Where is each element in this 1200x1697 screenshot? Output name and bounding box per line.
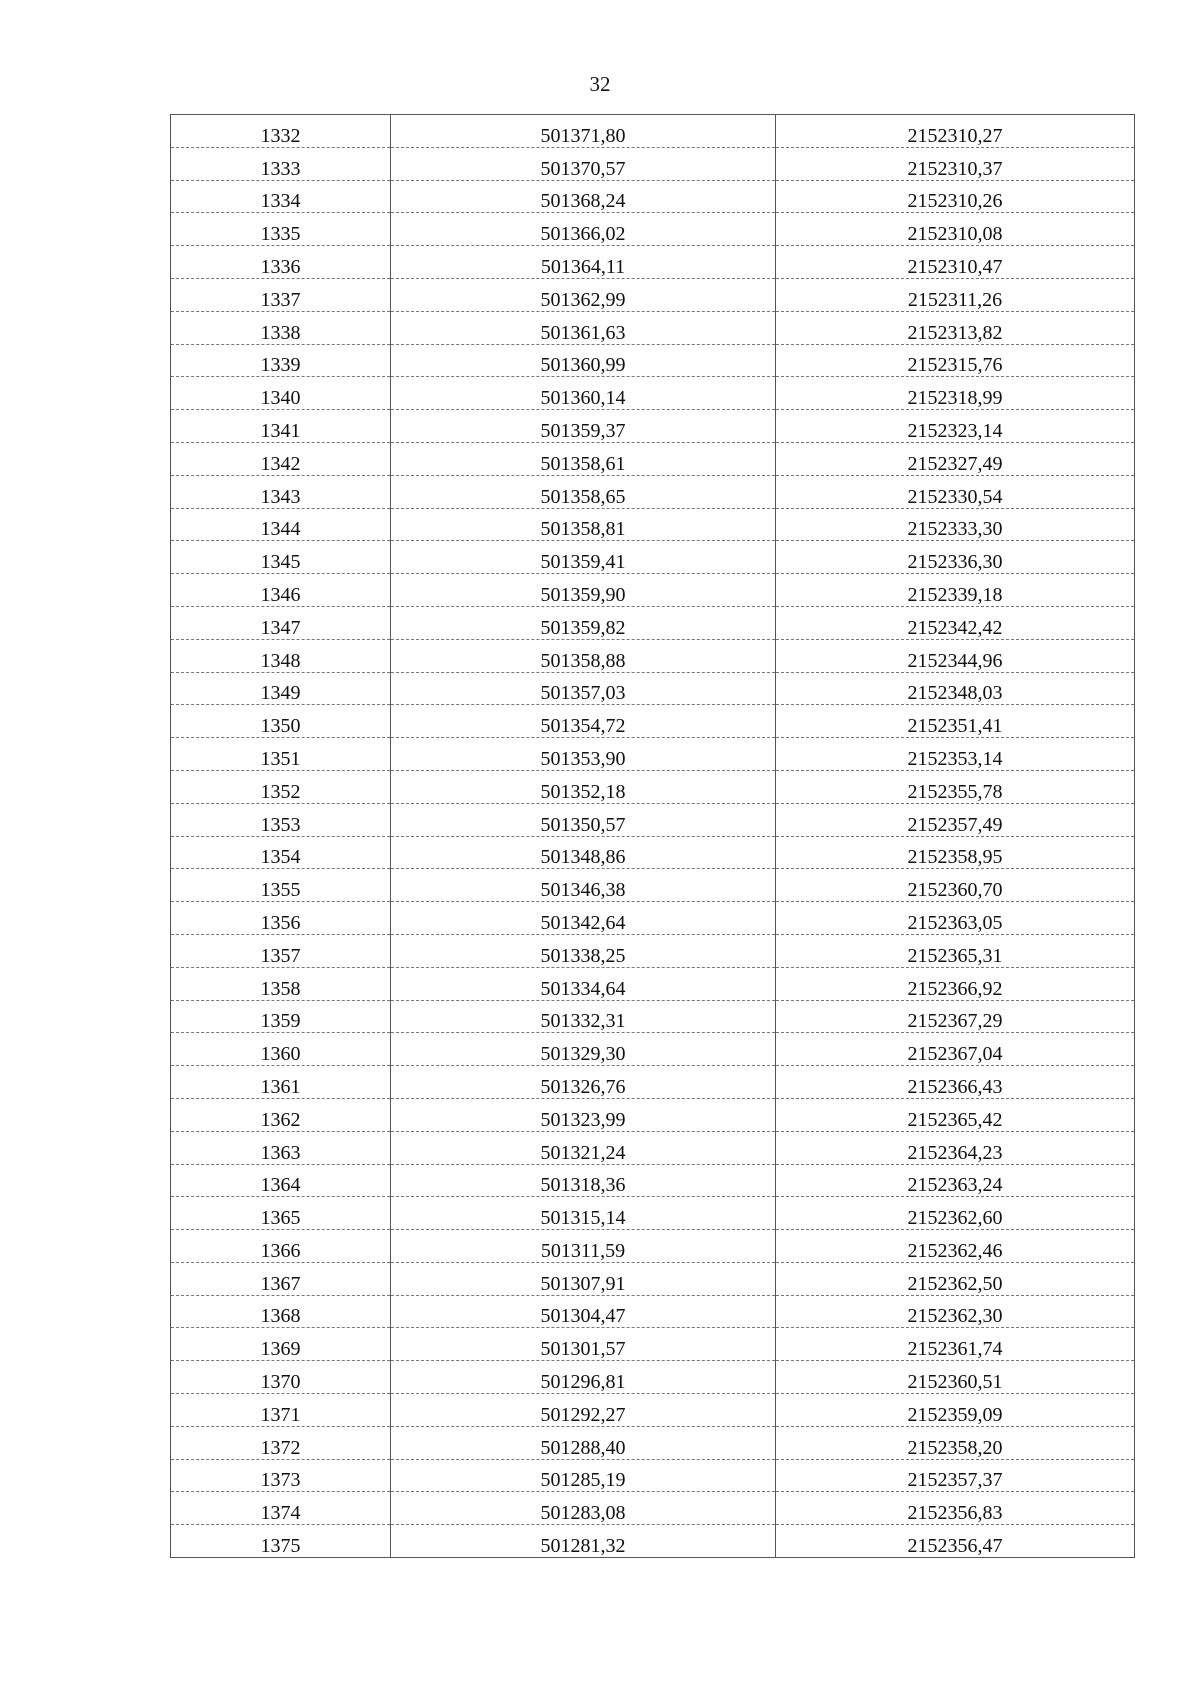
y-coordinate-cell: 2152355,78 (776, 770, 1135, 803)
table-row (171, 1295, 1135, 1328)
point-number-cell: 1355 (171, 869, 391, 902)
x-coordinate-cell: 501350,57 (391, 803, 776, 836)
table-row (171, 1131, 1135, 1164)
y-coordinate-cell: 2152360,70 (776, 869, 1135, 902)
y-coordinate-cell: 2152358,95 (776, 836, 1135, 869)
table-row (171, 639, 1135, 672)
point-number-cell: 1364 (171, 1164, 391, 1197)
y-coordinate-cell: 2152362,46 (776, 1230, 1135, 1263)
x-coordinate-cell: 501315,14 (391, 1197, 776, 1230)
y-coordinate-cell: 2152310,26 (776, 180, 1135, 213)
table-row (171, 606, 1135, 639)
y-coordinate-cell: 2152313,82 (776, 311, 1135, 344)
x-coordinate-cell: 501323,99 (391, 1098, 776, 1131)
x-coordinate-cell: 501361,63 (391, 311, 776, 344)
point-number-cell: 1347 (171, 606, 391, 639)
point-number-cell: 1369 (171, 1328, 391, 1361)
table-row (171, 1394, 1135, 1427)
point-number-cell: 1334 (171, 180, 391, 213)
table-row (171, 475, 1135, 508)
point-number-cell: 1356 (171, 902, 391, 935)
x-coordinate-cell: 501364,11 (391, 246, 776, 279)
table-row (171, 1459, 1135, 1492)
table-row (171, 836, 1135, 869)
x-coordinate-cell: 501283,08 (391, 1492, 776, 1525)
y-coordinate-cell: 2152360,51 (776, 1361, 1135, 1394)
x-coordinate-cell: 501304,47 (391, 1295, 776, 1328)
point-number-cell: 1368 (171, 1295, 391, 1328)
table-row (171, 213, 1135, 246)
x-coordinate-cell: 501321,24 (391, 1131, 776, 1164)
table-row (171, 1066, 1135, 1099)
point-number-cell: 1370 (171, 1361, 391, 1394)
y-coordinate-cell: 2152356,83 (776, 1492, 1135, 1525)
y-coordinate-cell: 2152366,43 (776, 1066, 1135, 1099)
y-coordinate-cell: 2152311,26 (776, 278, 1135, 311)
y-coordinate-cell: 2152318,99 (776, 377, 1135, 410)
point-number-cell: 1354 (171, 836, 391, 869)
point-number-cell: 1358 (171, 967, 391, 1000)
y-coordinate-cell: 2152327,49 (776, 442, 1135, 475)
table-row (171, 246, 1135, 279)
table-row (171, 1426, 1135, 1459)
y-coordinate-cell: 2152362,60 (776, 1197, 1135, 1230)
x-coordinate-cell: 501354,72 (391, 705, 776, 738)
table-row (171, 344, 1135, 377)
table-row (171, 934, 1135, 967)
table-row (171, 1230, 1135, 1263)
y-coordinate-cell: 2152357,37 (776, 1459, 1135, 1492)
y-coordinate-cell: 2152367,29 (776, 1000, 1135, 1033)
point-number-cell: 1344 (171, 508, 391, 541)
point-number-cell: 1337 (171, 278, 391, 311)
x-coordinate-cell: 501342,64 (391, 902, 776, 935)
table-row (171, 1098, 1135, 1131)
x-coordinate-cell: 501353,90 (391, 738, 776, 771)
page-number: 32 (589, 72, 611, 96)
table-row (171, 770, 1135, 803)
x-coordinate-cell: 501357,03 (391, 672, 776, 705)
y-coordinate-cell: 2152357,49 (776, 803, 1135, 836)
point-number-cell: 1343 (171, 475, 391, 508)
point-number-cell: 1332 (171, 115, 391, 148)
point-number-cell: 1360 (171, 1033, 391, 1066)
table-row (171, 574, 1135, 607)
x-coordinate-cell: 501358,88 (391, 639, 776, 672)
x-coordinate-cell: 501359,37 (391, 410, 776, 443)
x-coordinate-cell: 501352,18 (391, 770, 776, 803)
y-coordinate-cell: 2152358,20 (776, 1426, 1135, 1459)
point-number-cell: 1339 (171, 344, 391, 377)
table-row (171, 803, 1135, 836)
point-number-cell: 1362 (171, 1098, 391, 1131)
table-row (171, 115, 1135, 148)
table-row (171, 1164, 1135, 1197)
y-coordinate-cell: 2152310,08 (776, 213, 1135, 246)
table-row (171, 1492, 1135, 1525)
coordinates-table-body (171, 115, 1135, 1558)
point-number-cell: 1365 (171, 1197, 391, 1230)
x-coordinate-cell: 501326,76 (391, 1066, 776, 1099)
point-number-cell: 1350 (171, 705, 391, 738)
table-row (171, 869, 1135, 902)
point-number-cell: 1341 (171, 410, 391, 443)
x-coordinate-cell: 501358,81 (391, 508, 776, 541)
point-number-cell: 1349 (171, 672, 391, 705)
point-number-cell: 1372 (171, 1426, 391, 1459)
x-coordinate-cell: 501371,80 (391, 115, 776, 148)
x-coordinate-cell: 501301,57 (391, 1328, 776, 1361)
x-coordinate-cell: 501359,90 (391, 574, 776, 607)
table-row (171, 1328, 1135, 1361)
point-number-cell: 1366 (171, 1230, 391, 1263)
coordinates-table (170, 114, 1135, 1558)
table-row (171, 967, 1135, 1000)
table-row (171, 377, 1135, 410)
x-coordinate-cell: 501307,91 (391, 1262, 776, 1295)
y-coordinate-cell: 2152365,31 (776, 934, 1135, 967)
x-coordinate-cell: 501359,41 (391, 541, 776, 574)
y-coordinate-cell: 2152362,30 (776, 1295, 1135, 1328)
x-coordinate-cell: 501359,82 (391, 606, 776, 639)
y-coordinate-cell: 2152356,47 (776, 1525, 1135, 1558)
y-coordinate-cell: 2152310,47 (776, 246, 1135, 279)
point-number-cell: 1357 (171, 934, 391, 967)
point-number-cell: 1352 (171, 770, 391, 803)
x-coordinate-cell: 501332,31 (391, 1000, 776, 1033)
y-coordinate-cell: 2152361,74 (776, 1328, 1135, 1361)
point-number-cell: 1338 (171, 311, 391, 344)
x-coordinate-cell: 501296,81 (391, 1361, 776, 1394)
y-coordinate-cell: 2152315,76 (776, 344, 1135, 377)
table-row (171, 180, 1135, 213)
x-coordinate-cell: 501366,02 (391, 213, 776, 246)
y-coordinate-cell: 2152342,42 (776, 606, 1135, 639)
y-coordinate-cell: 2152351,41 (776, 705, 1135, 738)
x-coordinate-cell: 501362,99 (391, 278, 776, 311)
point-number-cell: 1373 (171, 1459, 391, 1492)
x-coordinate-cell: 501288,40 (391, 1426, 776, 1459)
y-coordinate-cell: 2152362,50 (776, 1262, 1135, 1295)
table-row (171, 705, 1135, 738)
x-coordinate-cell: 501348,86 (391, 836, 776, 869)
x-coordinate-cell: 501292,27 (391, 1394, 776, 1427)
y-coordinate-cell: 2152323,14 (776, 410, 1135, 443)
y-coordinate-cell: 2152364,23 (776, 1131, 1135, 1164)
y-coordinate-cell: 2152336,30 (776, 541, 1135, 574)
y-coordinate-cell: 2152330,54 (776, 475, 1135, 508)
x-coordinate-cell: 501285,19 (391, 1459, 776, 1492)
point-number-cell: 1335 (171, 213, 391, 246)
point-number-cell: 1348 (171, 639, 391, 672)
table-row (171, 902, 1135, 935)
table-row (171, 1525, 1135, 1558)
y-coordinate-cell: 2152366,92 (776, 967, 1135, 1000)
point-number-cell: 1363 (171, 1131, 391, 1164)
x-coordinate-cell: 501360,14 (391, 377, 776, 410)
y-coordinate-cell: 2152310,37 (776, 147, 1135, 180)
y-coordinate-cell: 2152344,96 (776, 639, 1135, 672)
table-row (171, 442, 1135, 475)
x-coordinate-cell: 501360,99 (391, 344, 776, 377)
point-number-cell: 1367 (171, 1262, 391, 1295)
point-number-cell: 1375 (171, 1525, 391, 1558)
x-coordinate-cell: 501334,64 (391, 967, 776, 1000)
x-coordinate-cell: 501358,65 (391, 475, 776, 508)
table-row (171, 311, 1135, 344)
y-coordinate-cell: 2152363,24 (776, 1164, 1135, 1197)
table-row (171, 410, 1135, 443)
x-coordinate-cell: 501346,38 (391, 869, 776, 902)
x-coordinate-cell: 501338,25 (391, 934, 776, 967)
point-number-cell: 1351 (171, 738, 391, 771)
point-number-cell: 1371 (171, 1394, 391, 1427)
x-coordinate-cell: 501368,24 (391, 180, 776, 213)
y-coordinate-cell: 2152339,18 (776, 574, 1135, 607)
y-coordinate-cell: 2152333,30 (776, 508, 1135, 541)
table-row (171, 508, 1135, 541)
y-coordinate-cell: 2152363,05 (776, 902, 1135, 935)
table-row (171, 1361, 1135, 1394)
table-row (171, 1033, 1135, 1066)
point-number-cell: 1336 (171, 246, 391, 279)
table-row (171, 738, 1135, 771)
table-row (171, 1000, 1135, 1033)
y-coordinate-cell: 2152365,42 (776, 1098, 1135, 1131)
table-row (171, 278, 1135, 311)
table-row (171, 1262, 1135, 1295)
table-row (171, 672, 1135, 705)
table-row (171, 147, 1135, 180)
point-number-cell: 1346 (171, 574, 391, 607)
table-row (171, 541, 1135, 574)
y-coordinate-cell: 2152310,27 (776, 115, 1135, 148)
x-coordinate-cell: 501281,32 (391, 1525, 776, 1558)
x-coordinate-cell: 501370,57 (391, 147, 776, 180)
y-coordinate-cell: 2152359,09 (776, 1394, 1135, 1427)
x-coordinate-cell: 501318,36 (391, 1164, 776, 1197)
y-coordinate-cell: 2152348,03 (776, 672, 1135, 705)
point-number-cell: 1374 (171, 1492, 391, 1525)
table-row (171, 1197, 1135, 1230)
point-number-cell: 1342 (171, 442, 391, 475)
point-number-cell: 1340 (171, 377, 391, 410)
y-coordinate-cell: 2152353,14 (776, 738, 1135, 771)
point-number-cell: 1359 (171, 1000, 391, 1033)
point-number-cell: 1361 (171, 1066, 391, 1099)
point-number-cell: 1345 (171, 541, 391, 574)
x-coordinate-cell: 501329,30 (391, 1033, 776, 1066)
point-number-cell: 1353 (171, 803, 391, 836)
x-coordinate-cell: 501358,61 (391, 442, 776, 475)
x-coordinate-cell: 501311,59 (391, 1230, 776, 1263)
y-coordinate-cell: 2152367,04 (776, 1033, 1135, 1066)
point-number-cell: 1333 (171, 147, 391, 180)
